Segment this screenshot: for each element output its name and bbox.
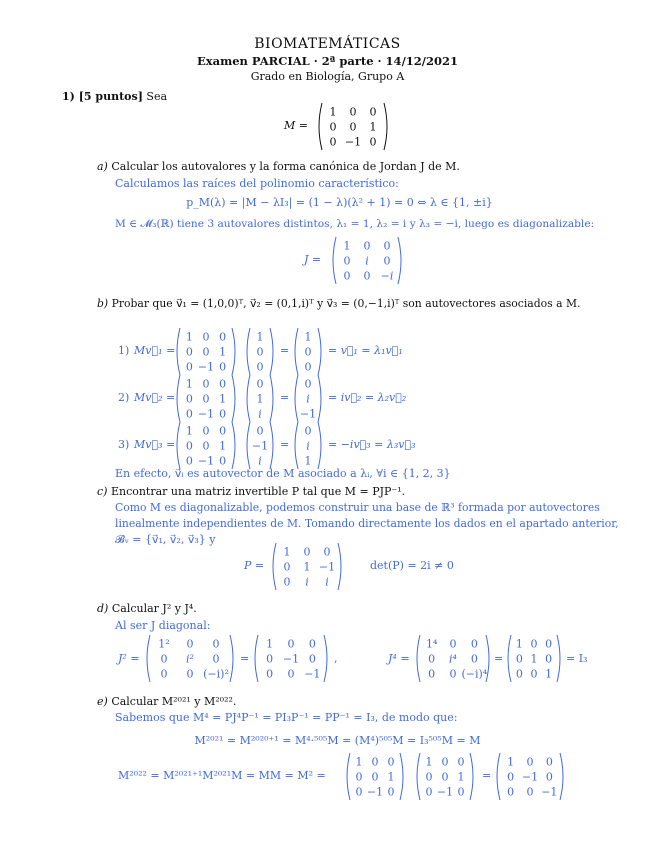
part-e-solution-1: Sabemos que M⁴ = PJ⁴P⁻¹ = PI₃P⁻¹ = PP⁻¹ = I₃, de modo que: — [115, 711, 458, 724]
matrix-entry: 1⁴ — [425, 637, 438, 651]
matrix-entry: (−i)⁴ — [461, 667, 488, 681]
J-label: J = — [304, 253, 322, 266]
vector-v — [244, 327, 276, 380]
P-label: P = — [244, 559, 265, 572]
verification-result: = iv⃗₂ = λ₂v⃗₂ — [328, 391, 407, 404]
matrix-entry: −1 — [304, 667, 321, 681]
matrix-entry: 0 — [369, 135, 377, 149]
matrix-M-factor-2-svg — [414, 752, 476, 801]
right-paren — [230, 635, 233, 682]
equals-sign: = — [240, 652, 250, 665]
vector-result-svg — [292, 421, 324, 470]
matrix-entry: 0 — [343, 269, 351, 283]
matrix-entry: 0 — [355, 785, 363, 799]
matrix-entry: 0 — [371, 770, 379, 784]
J2-label: J² = — [118, 652, 140, 665]
matrix-entry: 0 — [329, 120, 337, 134]
right-paren — [232, 375, 235, 422]
left-paren — [177, 375, 180, 422]
matrix-M-copy-svg — [174, 374, 238, 423]
matrix-entry: 0 — [526, 755, 534, 769]
matrix-entry: 1 — [304, 454, 312, 468]
matrix-entry: 0 — [219, 424, 227, 438]
J4-label: J⁴ = — [388, 652, 410, 665]
matrix-entry: 0 — [219, 454, 227, 468]
M2022-equation: M²⁰²² = M²⁰²¹⁺¹M²⁰²¹M = MM = M² = — [118, 769, 326, 782]
matrix-J4-powers-svg — [414, 634, 492, 683]
matrix-P-svg — [270, 542, 344, 591]
right-paren — [400, 753, 403, 800]
matrix-entry: 1 — [530, 652, 538, 666]
equals-sign-3: = — [482, 769, 492, 782]
exam-subtitle: Examen PARCIAL · 2ª parte · 14/12/2021 — [197, 54, 458, 68]
left-paren — [508, 635, 511, 682]
matrix-entry: 0 — [266, 667, 274, 681]
verification-number: 3) — [118, 438, 130, 451]
matrix-entry: 0 — [202, 439, 210, 453]
matrix-P — [270, 542, 344, 595]
left-paren — [247, 422, 250, 469]
matrix-entry: 0 — [457, 755, 465, 769]
matrix-M-squared-svg — [494, 752, 566, 801]
matrix-J4-powers — [414, 634, 492, 687]
matrix-entry: 0 — [185, 392, 193, 406]
right-paren — [324, 635, 327, 682]
matrix-entry: 0 — [470, 637, 478, 651]
matrix-entry: 0 — [308, 652, 316, 666]
matrix-M-factor-2 — [414, 752, 476, 805]
matrix-entry: i — [325, 575, 329, 589]
matrix-entry: 0 — [219, 407, 227, 421]
right-paren — [318, 375, 321, 422]
matrix-entry: 0 — [441, 755, 449, 769]
matrix-entry: 0 — [343, 254, 351, 268]
matrix-entry: 1 — [545, 667, 553, 681]
matrix-entry: i — [306, 439, 310, 453]
matrix-entry: 1 — [185, 424, 193, 438]
part-e-label: e) — [97, 695, 108, 708]
part-a-solution-1: Calculamos las raíces del polinomio característico: — [115, 177, 399, 190]
matrix-entry: 1 — [515, 637, 523, 651]
left-paren — [417, 753, 420, 800]
part-c-solution-1: Como M es diagonalizable, podemos construir una base de ℝ³ formada por autovectores — [115, 501, 600, 514]
right-paren — [270, 422, 273, 469]
part-c-solution-3: 𝓑ᵥ = {v⃗₁, v⃗₂, v⃗₃} y — [115, 533, 216, 546]
problem-points: [5 puntos] — [78, 90, 143, 103]
matrix-entry: 1 — [256, 330, 264, 344]
verification-lhs: Mv⃗₂ = — [134, 391, 176, 404]
matrix-entry: 0 — [530, 667, 538, 681]
verification-lhs: Mv⃗₁ = — [134, 344, 176, 357]
matrix-entry: 0 — [526, 785, 534, 799]
matrix-entry: 1 — [219, 345, 227, 359]
J4-result: = I₃ — [566, 652, 588, 665]
matrix-entry: 0 — [256, 360, 264, 374]
matrix-entry: 1 — [219, 392, 227, 406]
matrix-entry: 0 — [428, 667, 436, 681]
matrix-entry: 0 — [202, 345, 210, 359]
part-e-text: Calcular M²⁰²¹ y M²⁰²². — [111, 695, 237, 708]
right-paren — [270, 375, 273, 422]
vector-result — [292, 327, 324, 380]
left-paren — [273, 543, 276, 590]
left-paren — [295, 375, 298, 422]
matrix-entry: 0 — [185, 439, 193, 453]
matrix-entry: 0 — [425, 785, 433, 799]
matrix-M-factor-1-svg — [344, 752, 406, 801]
matrix-entry: 0 — [256, 424, 264, 438]
left-paren — [497, 753, 500, 800]
part-a-solution-2: M ∈ 𝓜₃(ℝ) tiene 3 autovalores distintos, λ₁ = 1, λ₂ = i y λ₃ = −i, luego es diagonalizable: — [115, 218, 595, 230]
matrix-entry: i — [365, 254, 369, 268]
left-paren — [147, 635, 150, 682]
right-paren — [270, 328, 273, 375]
right-paren — [318, 422, 321, 469]
part-b-question — [97, 297, 580, 310]
matrix-entry: −i — [380, 269, 394, 283]
left-paren — [247, 328, 250, 375]
matrix-entry: 0 — [441, 770, 449, 784]
part-d-label: d) — [97, 602, 109, 615]
comma: , — [334, 652, 338, 665]
matrix-entry: 0 — [363, 239, 371, 253]
matrix-M — [316, 102, 390, 155]
matrix-entry: i — [306, 392, 310, 406]
matrix-entry: 1 — [283, 545, 291, 559]
equals-sign: = — [280, 344, 290, 357]
vector-result — [292, 374, 324, 427]
problem-1-heading — [62, 90, 167, 103]
matrix-entry: 0 — [185, 407, 193, 421]
matrix-entry: 0 — [363, 269, 371, 283]
matrix-entry: 0 — [545, 755, 553, 769]
matrix-entry: 1 — [219, 439, 227, 453]
matrix-entry: 0 — [283, 575, 291, 589]
matrix-entry: 0 — [212, 637, 220, 651]
matrix-entry: 1 — [256, 392, 264, 406]
matrix-J2-svg — [252, 634, 330, 683]
matrix-M-svg — [316, 102, 390, 151]
right-paren — [470, 753, 473, 800]
left-paren — [319, 103, 322, 150]
matrix-entry: 0 — [383, 239, 391, 253]
right-paren — [557, 635, 560, 682]
vector-v-svg — [244, 421, 276, 470]
matrix-entry: 0 — [266, 652, 274, 666]
matrix-J2-powers — [144, 634, 236, 687]
part-d-solution-1: Al ser J diagonal: — [115, 619, 211, 632]
matrix-entry: 0 — [329, 135, 337, 149]
vector-result-svg — [292, 374, 324, 423]
matrix-entry: −1 — [197, 407, 215, 421]
part-c-text: Encontrar una matriz invertible P tal que M = PJP⁻¹. — [110, 485, 406, 498]
equals-sign: = — [280, 438, 290, 451]
matrix-entry: 0 — [449, 667, 457, 681]
matrix-entry: 0 — [212, 652, 220, 666]
matrix-entry: −1 — [541, 785, 558, 799]
matrix-M-copy-svg — [174, 421, 238, 470]
matrix-entry: 0 — [449, 637, 457, 651]
matrix-entry: 0 — [304, 360, 312, 374]
matrix-entry: 0 — [387, 785, 395, 799]
matrix-entry: 0 — [425, 770, 433, 784]
matrix-M-squared — [494, 752, 566, 805]
matrix-entry: 0 — [219, 377, 227, 391]
part-b-conclusion: En efecto, v⃗ᵢ es autovector de M asociado a λᵢ, ∀i ∈ {1, 2, 3} — [115, 467, 451, 480]
matrix-entry: 0 — [369, 105, 377, 119]
part-a-text: Calcular los autovalores y la forma canónica de Jordan J de M. — [111, 160, 460, 173]
left-paren — [247, 375, 250, 422]
matrix-entry: i² — [186, 652, 194, 666]
matrix-entry: 0 — [457, 785, 465, 799]
matrix-entry: 1² — [158, 637, 170, 651]
matrix-entry: i — [258, 407, 262, 421]
problem-intro: Sea — [146, 90, 168, 103]
matrix-M-copy-svg — [174, 327, 238, 376]
matrix-entry: 0 — [256, 345, 264, 359]
matrix-J4 — [505, 634, 563, 687]
vector-v-svg — [244, 374, 276, 423]
matrix-entry: 1 — [303, 560, 311, 574]
matrix-entry: 0 — [202, 330, 210, 344]
right-paren — [560, 753, 563, 800]
matrix-entry: 0 — [545, 652, 553, 666]
matrix-entry: 1 — [343, 239, 351, 253]
part-c-question — [97, 485, 405, 498]
part-a-question — [97, 160, 460, 173]
matrix-entry: 1 — [266, 637, 274, 651]
left-paren — [295, 422, 298, 469]
matrix-entry: 0 — [545, 637, 553, 651]
matrix-entry: 1 — [355, 755, 363, 769]
matrix-entry: 0 — [323, 545, 331, 559]
matrix-entry: 0 — [349, 120, 357, 134]
part-c-label: c) — [97, 485, 108, 498]
matrix-entry: 0 — [186, 637, 194, 651]
part-c-solution-2: linealmente independientes de M. Tomando directamente los dados en el apartado anterior, — [115, 517, 619, 530]
matrix-entry: 1 — [507, 755, 515, 769]
vector-result-svg — [292, 327, 324, 376]
matrix-entry: 0 — [287, 637, 295, 651]
matrix-entry: 0 — [530, 637, 538, 651]
matrix-entry: −1 — [318, 560, 336, 574]
right-paren — [232, 422, 235, 469]
verification-result: = v⃗₁ = λ₁v⃗₁ — [328, 344, 403, 357]
matrix-entry: 0 — [355, 770, 363, 784]
exam-title: BIOMATEMÁTICAS — [254, 36, 401, 52]
M2021-equation: M²⁰²¹ = M²⁰²⁰⁺¹ = M⁴·⁵⁰⁵M = (M⁴)⁵⁰⁵M = I₃⁵⁰⁵M = M — [194, 734, 481, 747]
matrix-entry: 0 — [304, 345, 312, 359]
matrix-entry: −1 — [197, 454, 215, 468]
part-a-label: a) — [97, 160, 108, 173]
matrix-entry: 0 — [515, 667, 523, 681]
matrix-entry: 0 — [387, 755, 395, 769]
matrix-M-copy — [174, 374, 238, 427]
left-paren — [177, 328, 180, 375]
verification-lhs: Mv⃗₃ = — [134, 438, 176, 451]
matrix-entry: 0 — [371, 755, 379, 769]
matrix-entry: 0 — [303, 545, 311, 559]
part-b-text: Probar que v⃗₁ = (1,0,0)ᵀ, v⃗₂ = (0,1,i)ᵀ y v⃗₃ = (0,−1,i)ᵀ son autovectores asociados a M. — [111, 297, 581, 310]
matrix-entry: 0 — [185, 345, 193, 359]
matrix-J-svg — [330, 236, 404, 285]
matrix-entry: 0 — [515, 652, 523, 666]
right-paren — [398, 237, 401, 284]
matrix-entry: 0 — [160, 652, 168, 666]
vector-v-svg — [244, 327, 276, 376]
matrix-entry: 0 — [470, 652, 478, 666]
characteristic-polynomial: p_M(λ) = |M − λI₃| = (1 − λ)(λ² + 1) = 0 ⇔ λ ∈ {1, ±i} — [186, 196, 493, 209]
matrix-entry: i⁴ — [449, 652, 457, 666]
verification-number: 1) — [118, 344, 130, 357]
matrix-entry: −1 — [299, 407, 317, 421]
matrix-entry: 0 — [185, 454, 193, 468]
equals-sign: = — [280, 391, 290, 404]
right-paren — [384, 103, 387, 150]
matrix-entry: 1 — [304, 330, 312, 344]
left-paren — [347, 753, 350, 800]
matrix-entry: −1 — [366, 785, 384, 799]
left-paren — [333, 237, 336, 284]
matrix-M-copy — [174, 327, 238, 380]
det-P: det(P) = 2i ≠ 0 — [370, 559, 454, 572]
matrix-entry: i — [305, 575, 309, 589]
matrix-entry: 0 — [507, 770, 515, 784]
matrix-entry: 0 — [160, 667, 168, 681]
matrix-entry: 0 — [383, 254, 391, 268]
matrix-entry: 1 — [185, 330, 193, 344]
vector-v — [244, 374, 276, 427]
matrix-entry: 0 — [283, 560, 291, 574]
matrix-entry: i — [258, 454, 262, 468]
matrix-entry: 0 — [202, 424, 210, 438]
equals-sign-2: = — [494, 652, 504, 665]
matrix-entry: −1 — [344, 135, 362, 149]
matrix-entry: 1 — [369, 120, 377, 134]
matrix-entry: 0 — [202, 377, 210, 391]
matrix-entry: −1 — [521, 770, 539, 784]
left-paren — [295, 328, 298, 375]
matrix-entry: 0 — [256, 377, 264, 391]
matrix-J — [330, 236, 404, 289]
right-paren — [232, 328, 235, 375]
matrix-entry: −1 — [197, 360, 215, 374]
matrix-entry: 1 — [329, 105, 337, 119]
matrix-J2 — [252, 634, 330, 687]
verification-number: 2) — [118, 391, 130, 404]
matrix-entry: −1 — [282, 652, 300, 666]
matrix-entry: 0 — [202, 392, 210, 406]
matrix-entry: −1 — [436, 785, 454, 799]
part-d-question — [97, 602, 197, 615]
matrix-entry: 0 — [349, 105, 357, 119]
part-b-label: b) — [97, 297, 109, 310]
matrix-entry: 1 — [457, 770, 465, 784]
problem-number: 1) — [62, 90, 75, 103]
M-label: M = — [284, 119, 308, 132]
matrix-entry: 0 — [304, 424, 312, 438]
matrix-entry: 1 — [425, 755, 433, 769]
part-d-text: Calcular J² y J⁴. — [111, 602, 197, 615]
matrix-entry: 0 — [545, 770, 553, 784]
matrix-entry: 0 — [308, 637, 316, 651]
matrix-M-factor-1 — [344, 752, 406, 805]
left-paren — [255, 635, 258, 682]
part-e-question — [97, 695, 236, 708]
matrix-entry: 0 — [219, 360, 227, 374]
right-paren — [338, 543, 341, 590]
left-paren — [177, 422, 180, 469]
matrix-entry: 0 — [185, 360, 193, 374]
matrix-entry: 0 — [507, 785, 515, 799]
matrix-J2-powers-svg — [144, 634, 236, 683]
matrix-entry: 1 — [185, 377, 193, 391]
matrix-entry: 0 — [287, 667, 295, 681]
matrix-entry: 1 — [387, 770, 395, 784]
exam-group: Grado en Biología, Grupo A — [250, 70, 405, 83]
right-paren — [318, 328, 321, 375]
left-paren — [417, 635, 420, 682]
matrix-J4-svg — [505, 634, 563, 683]
matrix-entry: 0 — [304, 377, 312, 391]
matrix-entry: (−i)² — [203, 667, 229, 681]
matrix-entry: −1 — [251, 439, 269, 453]
verification-result: = −iv⃗₃ = λ₃v⃗₃ — [328, 438, 416, 451]
matrix-entry: 0 — [428, 652, 436, 666]
matrix-entry: 0 — [219, 330, 227, 344]
matrix-entry: 0 — [186, 667, 194, 681]
